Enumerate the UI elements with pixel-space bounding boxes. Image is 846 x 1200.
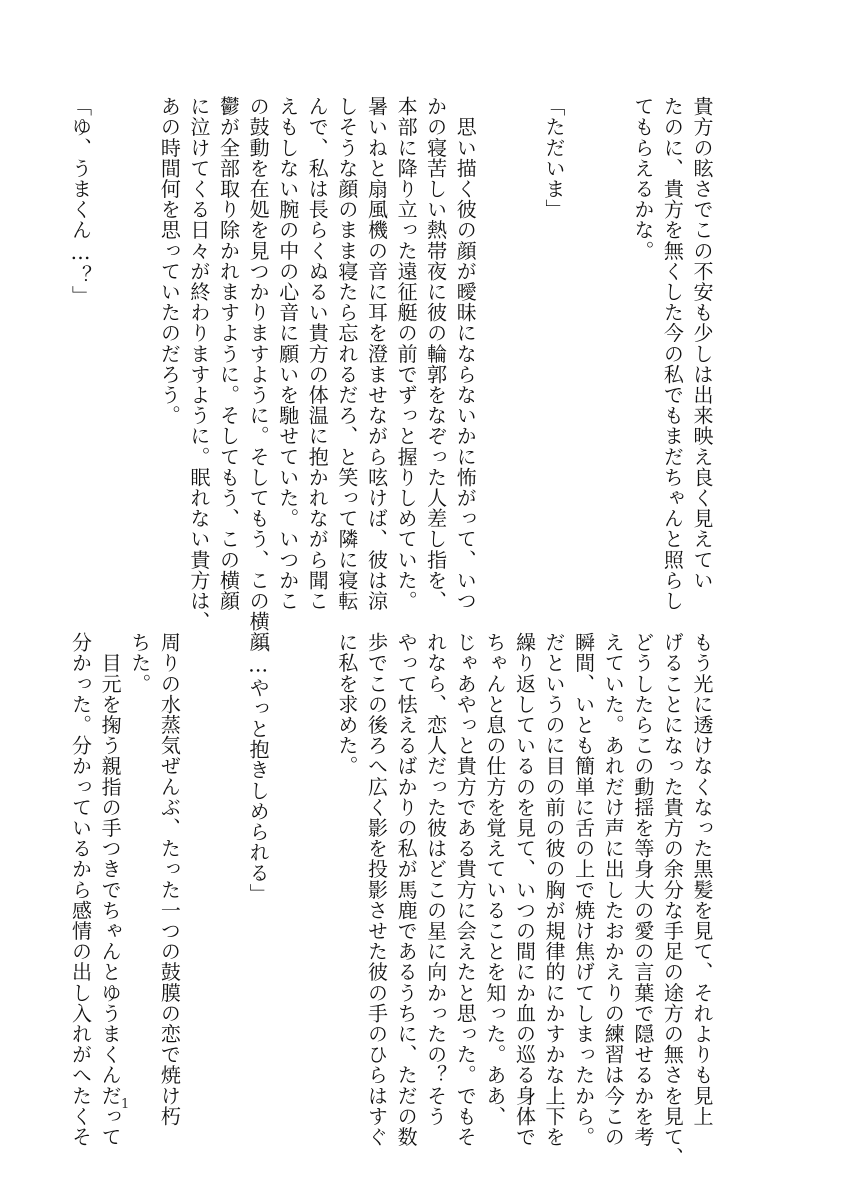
text-line: 「…やっと抱きしめられる」 — [246, 632, 271, 904]
text-line: えていた。あれだけ声に出したおかえりの練習は今この — [601, 632, 626, 1147]
text-line — [124, 96, 154, 588]
text-line — [272, 632, 302, 1094]
lower-text-block — [68, 632, 716, 1168]
text-line — [479, 96, 509, 588]
text-line — [302, 632, 332, 1094]
text-line — [183, 632, 213, 1094]
text-line: ちた。 — [127, 632, 152, 694]
page-number: 1 — [121, 1097, 130, 1112]
upper-text-block — [68, 96, 716, 653]
text-line: どうしたらこの動揺を等身大の愛の言葉で隠せるかを考 — [630, 632, 655, 1147]
text-line: 「ゆ、うまくん…？」 — [68, 96, 93, 306]
text-line: に泣けてくる日々が終わりますように。眠れない貴方は、 — [186, 96, 211, 632]
text-line: しそうな顔のまま寝たら忘れるだろ、と笑って隣に寝転 — [334, 96, 359, 611]
text-line: んで、私は長らくぬるい貴方の体温に抱かれながら聞こ — [305, 96, 330, 611]
text-line: の鼓動を在処を見つかりますように。そしてもう、この横顔 — [246, 96, 271, 653]
text-line: れなら、恋人だった彼はどこの星に向かったの？そう — [423, 632, 448, 1127]
text-line: えもしない腕の中の心音に願いを馳せていた。いつかこ — [275, 96, 300, 611]
text-line: 思い描く彼の顔が曖昧にならないかに怖がって、いつ — [453, 96, 478, 611]
text-line: かの寝苦しい熱帯夜に彼の輪郭をなぞった人差し指を、 — [423, 96, 448, 611]
text-line: げることになった貴方の余分な手足の途方の無さを見て、 — [660, 632, 685, 1168]
text-line: 瞬間、いとも簡単に舌の上で焼け焦げてしまったから。 — [571, 632, 596, 1147]
text-line: ちゃんと息の仕方を覚えていることを知った。ああ、 — [482, 632, 507, 1127]
text-line: 歩でこの後ろへ広く影を投影させた彼の手のひらはすぐ — [364, 632, 389, 1147]
text-line: てもらえるかな。 — [630, 96, 655, 261]
text-line: 目元を掬う親指の手つきでちゃんとゆうまくんだって — [98, 632, 123, 1147]
text-line: あの時間何を思っていたのだろう。 — [157, 96, 182, 426]
text-line — [568, 96, 598, 588]
text-line: やって怯えるばかりの私が馬鹿であるうちに、ただの数 — [394, 632, 419, 1147]
text-line — [598, 96, 628, 588]
text-line: に私を求めた。 — [334, 632, 359, 777]
text-line: たのに、貴方を無くした今の私でもまだちゃんと照らし — [660, 96, 685, 611]
text-line: 分かった。分かっているから感情の出し入れがへたくそ — [68, 632, 93, 1147]
text-line: 「ただいま」 — [542, 96, 567, 220]
text-line — [509, 96, 539, 588]
text-line: 貴方の眩さでこの不安も少しは出来映え良く見えてい — [690, 96, 714, 591]
text-line: もう光に透けなくなった黒髪を見て、それよりも見上 — [690, 632, 714, 1127]
text-line: 暑いねと扇風機の音に耳を澄ませながら呟けば、彼は涼 — [364, 96, 389, 611]
text-line: 繰り返しているのを見て、いつの間にか血の巡る身体で — [512, 632, 537, 1147]
text-line — [213, 632, 243, 1094]
text-line: 本部に降り立った遠征艇の前でずっと握りしめていた。 — [394, 96, 419, 611]
text-line — [95, 96, 125, 588]
text-line: 鬱が全部取り除かれますように。そしてもう、この横顔 — [216, 96, 241, 611]
text-line: じゃあやっと貴方である貴方に会えたと思った。でもそ — [453, 632, 478, 1147]
text-line: だというのに目の前の彼の胸が規律的にかすかな上下を — [542, 632, 567, 1147]
text-line: 周りの水蒸気ぜんぶ、たった一つの鼓膜の恋で焼け朽 — [157, 632, 182, 1127]
